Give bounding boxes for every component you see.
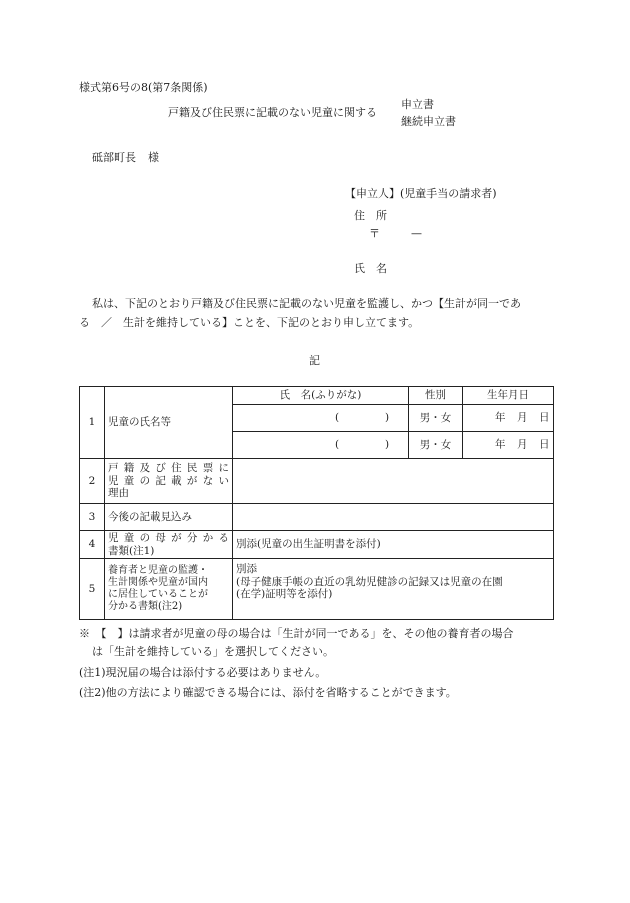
doc-type-application: 申立書 [401, 98, 434, 111]
note-1-line-1: ※ 【 】は請求者が児童の母の場合は「生計が同一である」を、その他の養育者の場合 [79, 627, 514, 640]
name-label: 氏 名 [354, 262, 387, 275]
row-4-content: 別添(児童の出生証明書を添付) [233, 531, 554, 559]
row-5-content-line: (在学)証明等を添付) [236, 588, 333, 601]
row-2-label-line: 児童の記載がない [108, 474, 229, 487]
row-5-content [233, 559, 554, 620]
row-5-content-line: (母子健康手帳の直近の乳幼児健診の記録又は児童の在園 [236, 575, 503, 588]
statement-line-2: る ／ 生計を維持している】ことを、下記のとおり申し立てます。 [79, 316, 420, 329]
row-5-label-line: に居住していることが [108, 589, 208, 600]
day-label: 日 [539, 411, 550, 424]
addressee-honorific: 様 [148, 151, 159, 164]
row-5-label [105, 559, 233, 620]
row-4-label-line: 児童の母が分かる [108, 531, 229, 544]
child-name-field[interactable] [233, 432, 409, 459]
row-2-value-field[interactable] [233, 459, 554, 504]
row-2-number: 2 [80, 459, 105, 504]
note-1-line-2: は「生計を維持している」を選択してください。 [92, 645, 334, 658]
child-dob-field[interactable] [463, 432, 554, 459]
child-dob-field[interactable] [463, 405, 554, 432]
table-header-row [80, 387, 554, 405]
child-sex-field[interactable]: 男・女 [409, 405, 463, 432]
row-3-value-field[interactable] [233, 504, 554, 531]
note-2: (注1)現況届の場合は添付する必要はありません。 [79, 666, 327, 679]
addressee-name: 砥部町長 [92, 151, 136, 164]
statement-line-1: 私は、下記のとおり戸籍及び住民票に記載のない児童を監護し、かつ【生計が同一であ [92, 297, 521, 310]
postal-dash: — [411, 227, 422, 240]
col-dob-header: 生年月日 [463, 387, 554, 405]
form-number: 様式第6号の8(第7条関係) [79, 81, 208, 94]
table-row-2 [80, 459, 554, 504]
row-1-number: 1 [80, 387, 105, 459]
month-label: 月 [517, 438, 528, 451]
row-2-label [105, 459, 233, 504]
document-title: 戸籍及び住民票に記載のない児童に関する [168, 106, 377, 119]
note-3: (注2)他の方法により確認できる場合には、添付を省略することができます。 [79, 686, 457, 699]
table-row-3 [80, 504, 554, 531]
child-details-table [79, 386, 554, 620]
row-5-content-line: 別添 [236, 563, 257, 575]
col-name-header: 氏 名(ふりがな) [233, 387, 409, 405]
col-sex-header: 性別 [409, 387, 463, 405]
paren-open: ( [335, 438, 340, 451]
child-sex-field[interactable]: 男・女 [409, 432, 463, 459]
row-4-label-line: 書類(注1) [108, 544, 155, 557]
row-4-number: 4 [80, 531, 105, 559]
row-2-label-line: 理由 [108, 487, 129, 500]
year-label: 年 [495, 411, 506, 424]
row-5-number: 5 [80, 559, 105, 620]
row-5-label-line: 生計関係や児童が国内 [108, 577, 208, 588]
table-row-5 [80, 559, 554, 620]
row-5-label-line: 分かる書類(注2) [108, 601, 183, 612]
year-label: 年 [495, 438, 506, 451]
child-name-field[interactable] [233, 405, 409, 432]
paren-open: ( [335, 411, 340, 424]
address-label: 住 所 [354, 209, 387, 222]
paren-close: ) [385, 438, 390, 451]
applicant-heading: 【申立人】(児童手当の請求者) [345, 187, 497, 200]
paren-close: ) [385, 411, 390, 424]
row-2-label-line: 戸籍及び住民票に [108, 462, 229, 475]
row-1-label: 児童の氏名等 [105, 387, 233, 459]
row-3-number: 3 [80, 504, 105, 531]
ki-heading: 記 [309, 354, 320, 367]
doc-type-continuation: 継続申立書 [401, 115, 456, 128]
table-row-4 [80, 531, 554, 559]
postal-mark: 〒 [369, 227, 380, 240]
day-label: 日 [539, 438, 550, 451]
row-3-label: 今後の記載見込み [105, 504, 233, 531]
month-label: 月 [517, 411, 528, 424]
row-4-label [105, 531, 233, 559]
row-5-label-line: 養育者と児童の監護・ [108, 565, 208, 576]
